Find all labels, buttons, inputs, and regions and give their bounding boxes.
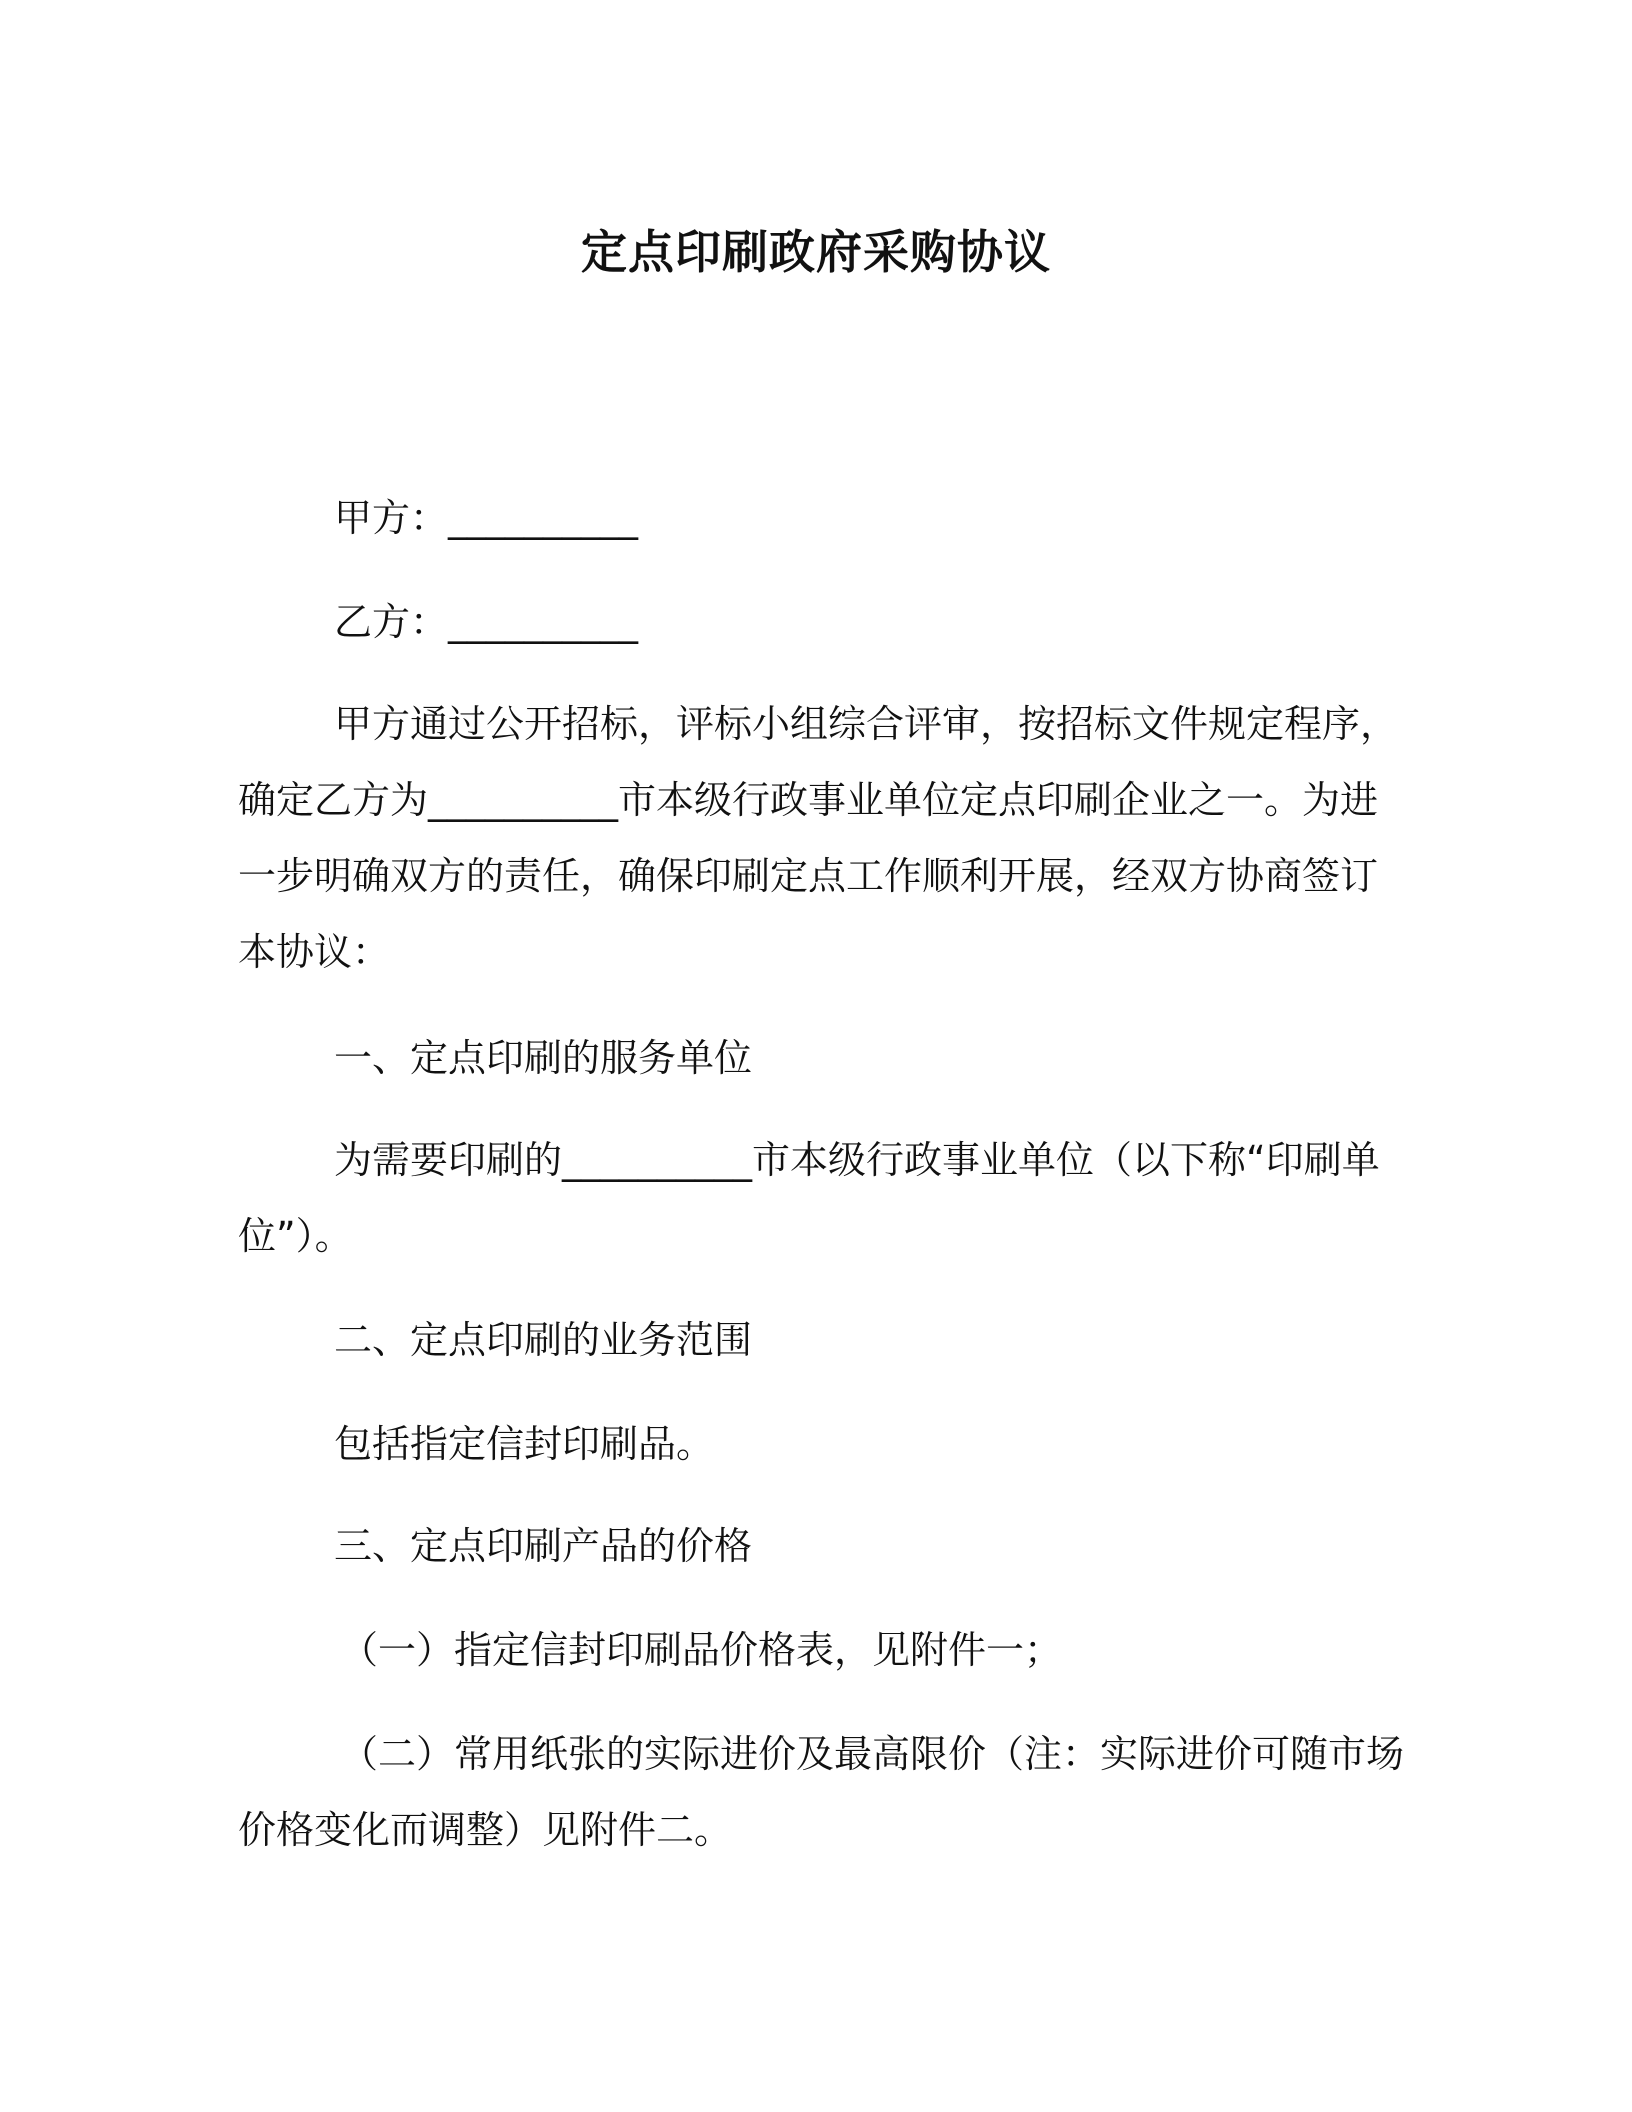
intro-line-1: 甲方通过公开招标，评标小组综合评审，按招标文件规定程序，: [334, 702, 1399, 746]
section3-item-2-line-2: 价格变化而调整）见附件二。: [238, 1808, 733, 1852]
intro-line-3: 一步明确双方的责任，确保印刷定点工作顺利开展，经双方协商签订: [238, 854, 1379, 898]
section2-text: 包括指定信封印刷品。: [334, 1422, 715, 1466]
intro-line-4: 本协议：: [238, 930, 391, 974]
section3-heading: 三、定点印刷产品的价格: [334, 1524, 753, 1568]
party-a-line: 甲方：__________: [334, 496, 639, 540]
section1-heading: 一、定点印刷的服务单位: [334, 1036, 753, 1080]
section1-line-1: 为需要印刷的__________市本级行政事业单位（以下称“印刷单: [334, 1138, 1380, 1182]
section2-heading: 二、定点印刷的业务范围: [334, 1318, 753, 1362]
section3-item-2-line-1: （二）常用纸张的实际进价及最高限价（注：实际进价可随市场: [340, 1732, 1405, 1776]
party-b-line: 乙方：__________: [334, 600, 639, 644]
intro-line-2: 确定乙方为__________市本级行政事业单位定点印刷企业之一。为进: [238, 778, 1379, 822]
section1-line-2: 位”）。: [238, 1214, 353, 1258]
document-title: 定点印刷政府采购协议: [581, 225, 1051, 279]
section3-item-1: （一）指定信封印刷品价格表，见附件一；: [340, 1628, 1063, 1672]
